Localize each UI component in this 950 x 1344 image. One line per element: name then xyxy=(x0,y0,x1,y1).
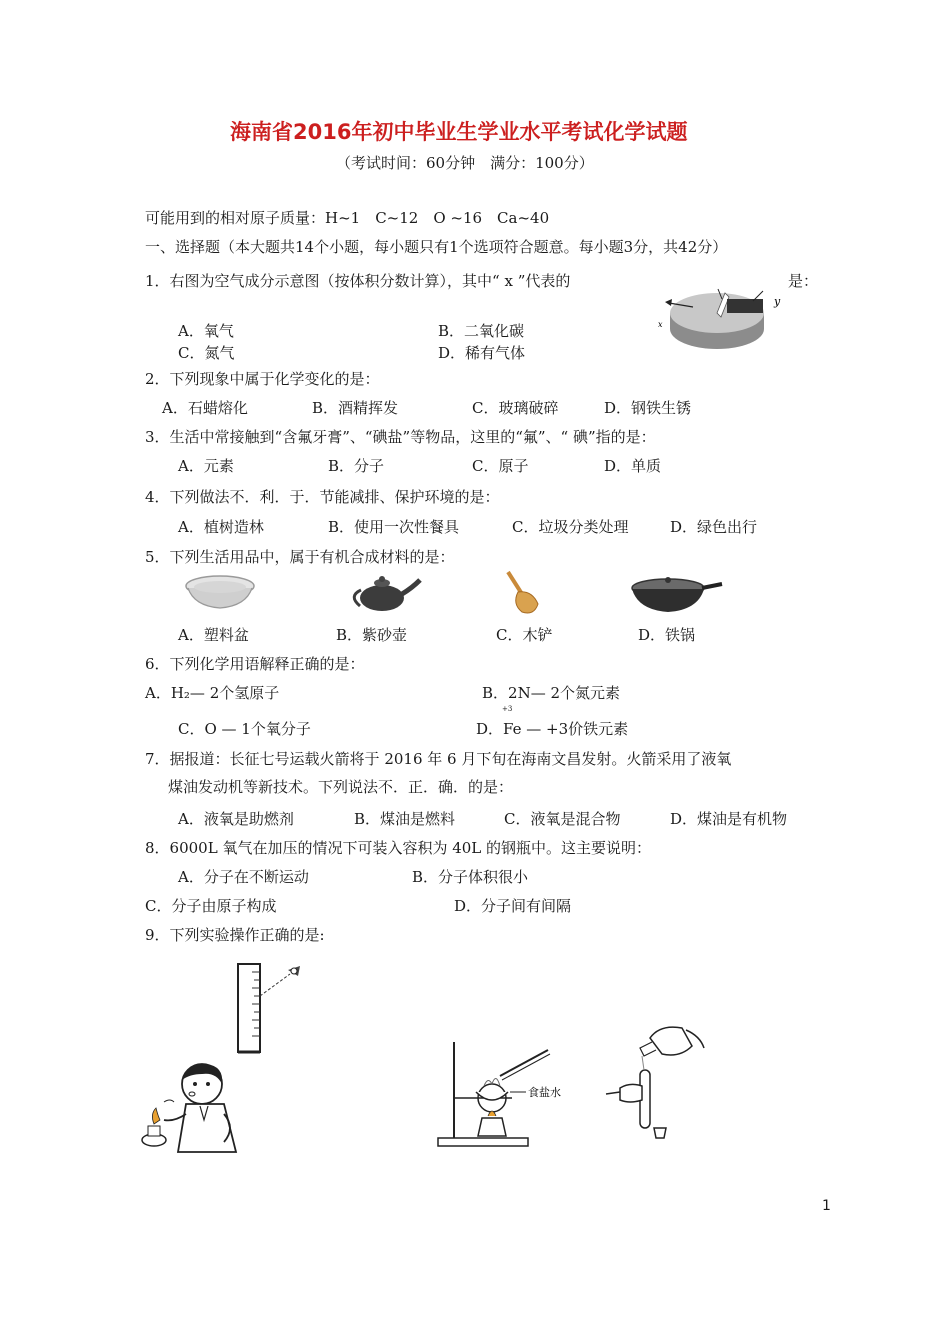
iron-wok-image xyxy=(628,572,724,616)
page-number: 1 xyxy=(822,1198,831,1214)
q1-option-d: D．稀有气体 xyxy=(438,344,526,362)
q6-option-a: A．H₂— 2个氢原子 xyxy=(145,684,280,702)
q7-option-a: A．液氧是助燃剂 xyxy=(178,810,294,828)
q7-stem: 7．据报道：长征七号运载火箭将于 2016 年 6 月下旬在海南文昌发射。火箭采用了液氧 xyxy=(145,750,732,768)
air-composition-pie-figure xyxy=(655,283,785,355)
q3-option-c: C．原子 xyxy=(472,457,529,475)
q6-option-c: C．O — 1个氧分子 xyxy=(178,720,311,738)
q8-option-c: C．分子由原子构成 xyxy=(145,897,277,915)
page-subtitle: （考试时间：60分钟 满分：100分） xyxy=(336,154,594,172)
q8-stem: 8．6000L 氧气在加压的情况下可装入容积为 40L 的钢瓶中。这主要说明： xyxy=(145,839,652,857)
q7-option-d: D．煤油是有机物 xyxy=(670,810,788,828)
q7-option-c: C．液氧是混合物 xyxy=(504,810,621,828)
page-title: 海南省2016年初中毕业生学业水平考试化学试题 xyxy=(230,120,688,144)
q2-option-b: B．酒精挥发 xyxy=(312,399,399,417)
q5-option-c: C．木铲 xyxy=(496,626,553,644)
q6-option-d: D．Fe — +3价铁元素 xyxy=(476,720,629,738)
q1-option-c: C．氮气 xyxy=(178,344,235,362)
q4-option-a: A．植树造林 xyxy=(178,518,264,536)
q8-option-b: B．分子体积很小 xyxy=(412,868,529,886)
q3-stem: 3．生活中常接触到“含氟牙膏”、“碘盐”等物品，这里的“氟”、“ 碘”指的是： xyxy=(145,428,656,446)
q8-option-a: A．分子在不断运动 xyxy=(178,868,309,886)
q6-option-b: B．2N— 2个氮元素 xyxy=(482,684,621,702)
boy-blowing-lamp-figure xyxy=(140,1062,250,1154)
q2-option-c: C．玻璃破碎 xyxy=(472,399,559,417)
q1-stem: 1．右图为空气成分示意图（按体积分数计算），其中“ x ”代表的 xyxy=(145,272,571,290)
q5-stem: 5．下列生活用品中，属于有机合成材料的是： xyxy=(145,548,455,566)
q3-option-d: D．单质 xyxy=(604,457,662,475)
q6-option-d-superscript: +3 xyxy=(502,705,513,713)
q1-option-a: A．氧气 xyxy=(178,322,234,340)
q2-stem: 2．下列现象中属于化学变化的是： xyxy=(145,370,380,388)
teapot-image xyxy=(346,570,426,614)
q4-option-c: C．垃圾分类处理 xyxy=(512,518,629,536)
plastic-basin-image xyxy=(182,572,258,612)
q5-option-d: D．铁锅 xyxy=(638,626,696,644)
atomic-mass-line: 可能用到的相对原子质量：H~1 C~12 O ~16 Ca~40 xyxy=(145,209,550,227)
q8-option-d: D．分子间有间隔 xyxy=(454,897,572,915)
q4-stem: 4．下列做法不．利．于．节能减排、保护环境的是： xyxy=(145,488,500,506)
q7-option-b: B．煤油是燃料 xyxy=(354,810,456,828)
q2-option-d: D．钢铁生锈 xyxy=(604,399,692,417)
graduated-cylinder-figure xyxy=(232,960,312,1056)
q9-stem: 9．下列实验操作正确的是: xyxy=(145,926,325,944)
q4-option-b: B．使用一次性餐具 xyxy=(328,518,460,536)
q1-option-b: B．二氧化碳 xyxy=(438,322,525,340)
section-heading: 一、选择题（本大题共14个小题，每小题只有1个选项符合题意。每小题3分，共42分） xyxy=(145,238,728,256)
q1-stem-end: 是： xyxy=(788,272,819,290)
pouring-liquid-figure xyxy=(600,1018,710,1148)
q6-stem: 6．下列化学用语解释正确的是： xyxy=(145,655,365,673)
q7-stem-2: 煤油发动机等新技术。下列说法不．正．确．的是： xyxy=(168,778,514,796)
pie-slice-y xyxy=(727,299,763,313)
pie-label-x: x xyxy=(658,320,663,329)
evaporation-setup-figure xyxy=(430,1040,570,1150)
q5-option-a: A．塑料盆 xyxy=(178,626,249,644)
salt-water-label: 食盐水 xyxy=(528,1086,561,1099)
q5-option-b: B．紫砂壶 xyxy=(336,626,408,644)
pie-label-y: y xyxy=(774,295,781,308)
q2-option-a: A．石蜡熔化 xyxy=(162,399,248,417)
q3-option-b: B．分子 xyxy=(328,457,385,475)
wooden-spatula-image xyxy=(498,568,548,618)
q4-option-d: D．绿色出行 xyxy=(670,518,758,536)
q3-option-a: A．元素 xyxy=(178,457,234,475)
